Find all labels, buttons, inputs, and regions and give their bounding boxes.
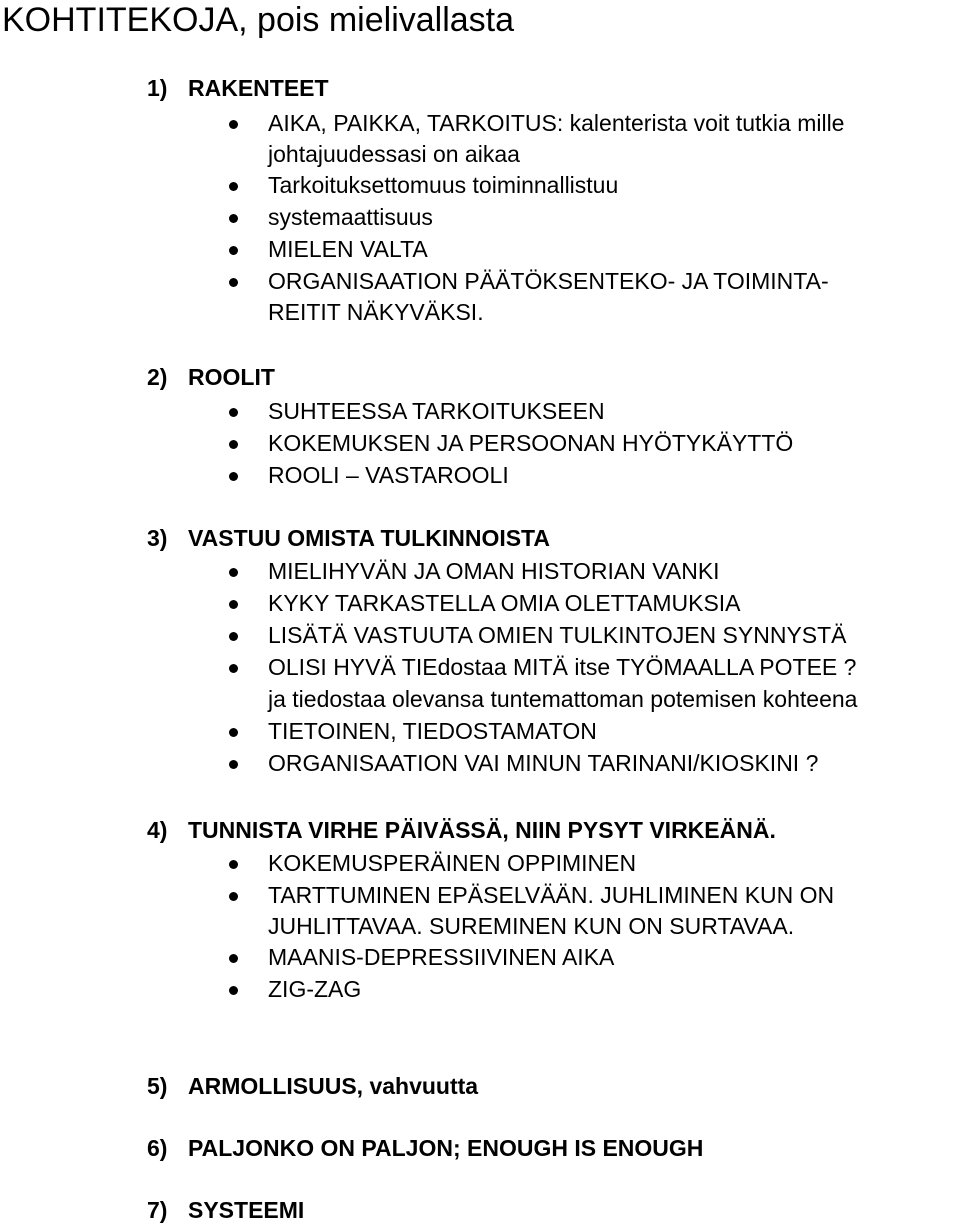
- list-item: [0, 108, 960, 170]
- list-item-text: ROOLI – VASTAROOLI: [268, 462, 509, 488]
- list-item: [0, 234, 960, 266]
- list-item: [0, 684, 960, 716]
- section-title: SYSTEEMI: [188, 1197, 305, 1223]
- section-title: TUNNISTA VIRHE PÄIVÄSSÄ, NIIN PYSYT VIRKEÄNÄ.: [188, 817, 776, 843]
- section-number: 7): [147, 1197, 168, 1223]
- bullet-icon: [229, 892, 238, 901]
- list-item-text: KYKY TARKASTELLA OMIA OLETTAMUKSIA: [268, 590, 741, 616]
- section-title: ARMOLLISUUS, vahvuutta: [188, 1073, 479, 1099]
- bullet-icon: [229, 954, 238, 963]
- list-item: [0, 202, 960, 234]
- list-item-text: SUHTEESSA TARKOITUKSEEN: [268, 398, 605, 424]
- bullet-icon: [229, 440, 238, 449]
- bullet-icon: [229, 408, 238, 417]
- section-number: 3): [147, 525, 168, 551]
- list-item: [0, 460, 960, 492]
- list-item: [0, 428, 960, 460]
- list-item-text: MIELIHYVÄN JA OMAN HISTORIAN VANKI: [268, 558, 720, 584]
- list-item-text: ORGANISAATION PÄÄTÖKSENTEKO- JA TOIMINTA- REITIT NÄKYVÄKSI.: [268, 268, 829, 325]
- bullet-icon: [229, 860, 238, 869]
- bullet-icon: [229, 472, 238, 481]
- list-item-text: OLISI HYVÄ TIEdostaa MITÄ itse TYÖMAALLA POTEE ?: [268, 654, 857, 680]
- bullet-icon: [229, 664, 238, 673]
- list-item-text: TIETOINEN, TIEDOSTAMATON: [268, 718, 597, 744]
- bullet-icon: [229, 986, 238, 995]
- page-title: KOHTITEKOJA, pois mielivallasta: [2, 1, 515, 39]
- section-title: PALJONKO ON PALJON; ENOUGH IS ENOUGH: [188, 1135, 704, 1161]
- list-item-text: MAANIS-DEPRESSIIVINEN AIKA: [268, 944, 615, 970]
- list-item: [0, 942, 960, 974]
- list-item-text: Tarkoituksettomuus toiminnallistuu: [268, 172, 619, 198]
- section-number: 2): [147, 364, 168, 390]
- list-item: [0, 170, 960, 202]
- section-number: 5): [147, 1073, 168, 1099]
- list-item-text: KOKEMUKSEN JA PERSOONAN HYÖTYKÄYTTÖ: [268, 430, 794, 456]
- section-number: 1): [147, 75, 168, 101]
- section-title: RAKENTEET: [188, 75, 329, 101]
- section-3-list: [0, 556, 960, 780]
- list-item-text: KOKEMUSPERÄINEN OPPIMINEN: [268, 850, 637, 876]
- section-1-list: [0, 108, 960, 328]
- bullet-icon: [229, 568, 238, 577]
- section-number: 6): [147, 1135, 168, 1161]
- list-item-text: ZIG-ZAG: [268, 976, 362, 1002]
- list-item-text: ja tiedostaa olevansa tuntemattoman potemisen kohteena: [268, 686, 858, 712]
- list-item: [0, 396, 960, 428]
- bullet-icon: [229, 632, 238, 641]
- bullet-icon: [229, 182, 238, 191]
- list-item: [0, 974, 960, 1006]
- list-item: [0, 652, 960, 684]
- list-item: [0, 716, 960, 748]
- section-number: 4): [147, 817, 168, 843]
- list-item-text: ORGANISAATION VAI MINUN TARINANI/KIOSKINI ?: [268, 750, 819, 776]
- list-item-text: AIKA, PAIKKA, TARKOITUS: kalenterista voit tutkia mille johtajuudessasi on aikaa: [268, 110, 845, 167]
- list-item-text: systemaattisuus: [268, 204, 433, 230]
- list-item-text: TARTTUMINEN EPÄSELVÄÄN. JUHLIMINEN KUN ON JUHLITTAVAA. SUREMINEN KUN ON SURTAVAA.: [268, 882, 835, 939]
- bullet-icon: [229, 120, 238, 129]
- section-4-list: [0, 848, 960, 1006]
- bullet-icon: [229, 600, 238, 609]
- bullet-icon: [229, 278, 238, 287]
- bullet-icon: [229, 246, 238, 255]
- bullet-icon: [229, 214, 238, 223]
- list-item: [0, 620, 960, 652]
- bullet-icon: [229, 760, 238, 769]
- list-item: [0, 880, 960, 942]
- bullet-icon: [229, 728, 238, 737]
- list-item: [0, 266, 960, 328]
- list-item: [0, 848, 960, 880]
- list-item: [0, 556, 960, 588]
- list-item: [0, 588, 960, 620]
- list-item-text: LISÄTÄ VASTUUTA OMIEN TULKINTOJEN SYNNYSTÄ: [268, 622, 847, 648]
- section-title: ROOLIT: [188, 364, 275, 390]
- section-2-list: [0, 396, 960, 492]
- list-item-text: MIELEN VALTA: [268, 236, 428, 262]
- section-title: VASTUU OMISTA TULKINNOISTA: [188, 525, 551, 551]
- list-item: [0, 748, 960, 780]
